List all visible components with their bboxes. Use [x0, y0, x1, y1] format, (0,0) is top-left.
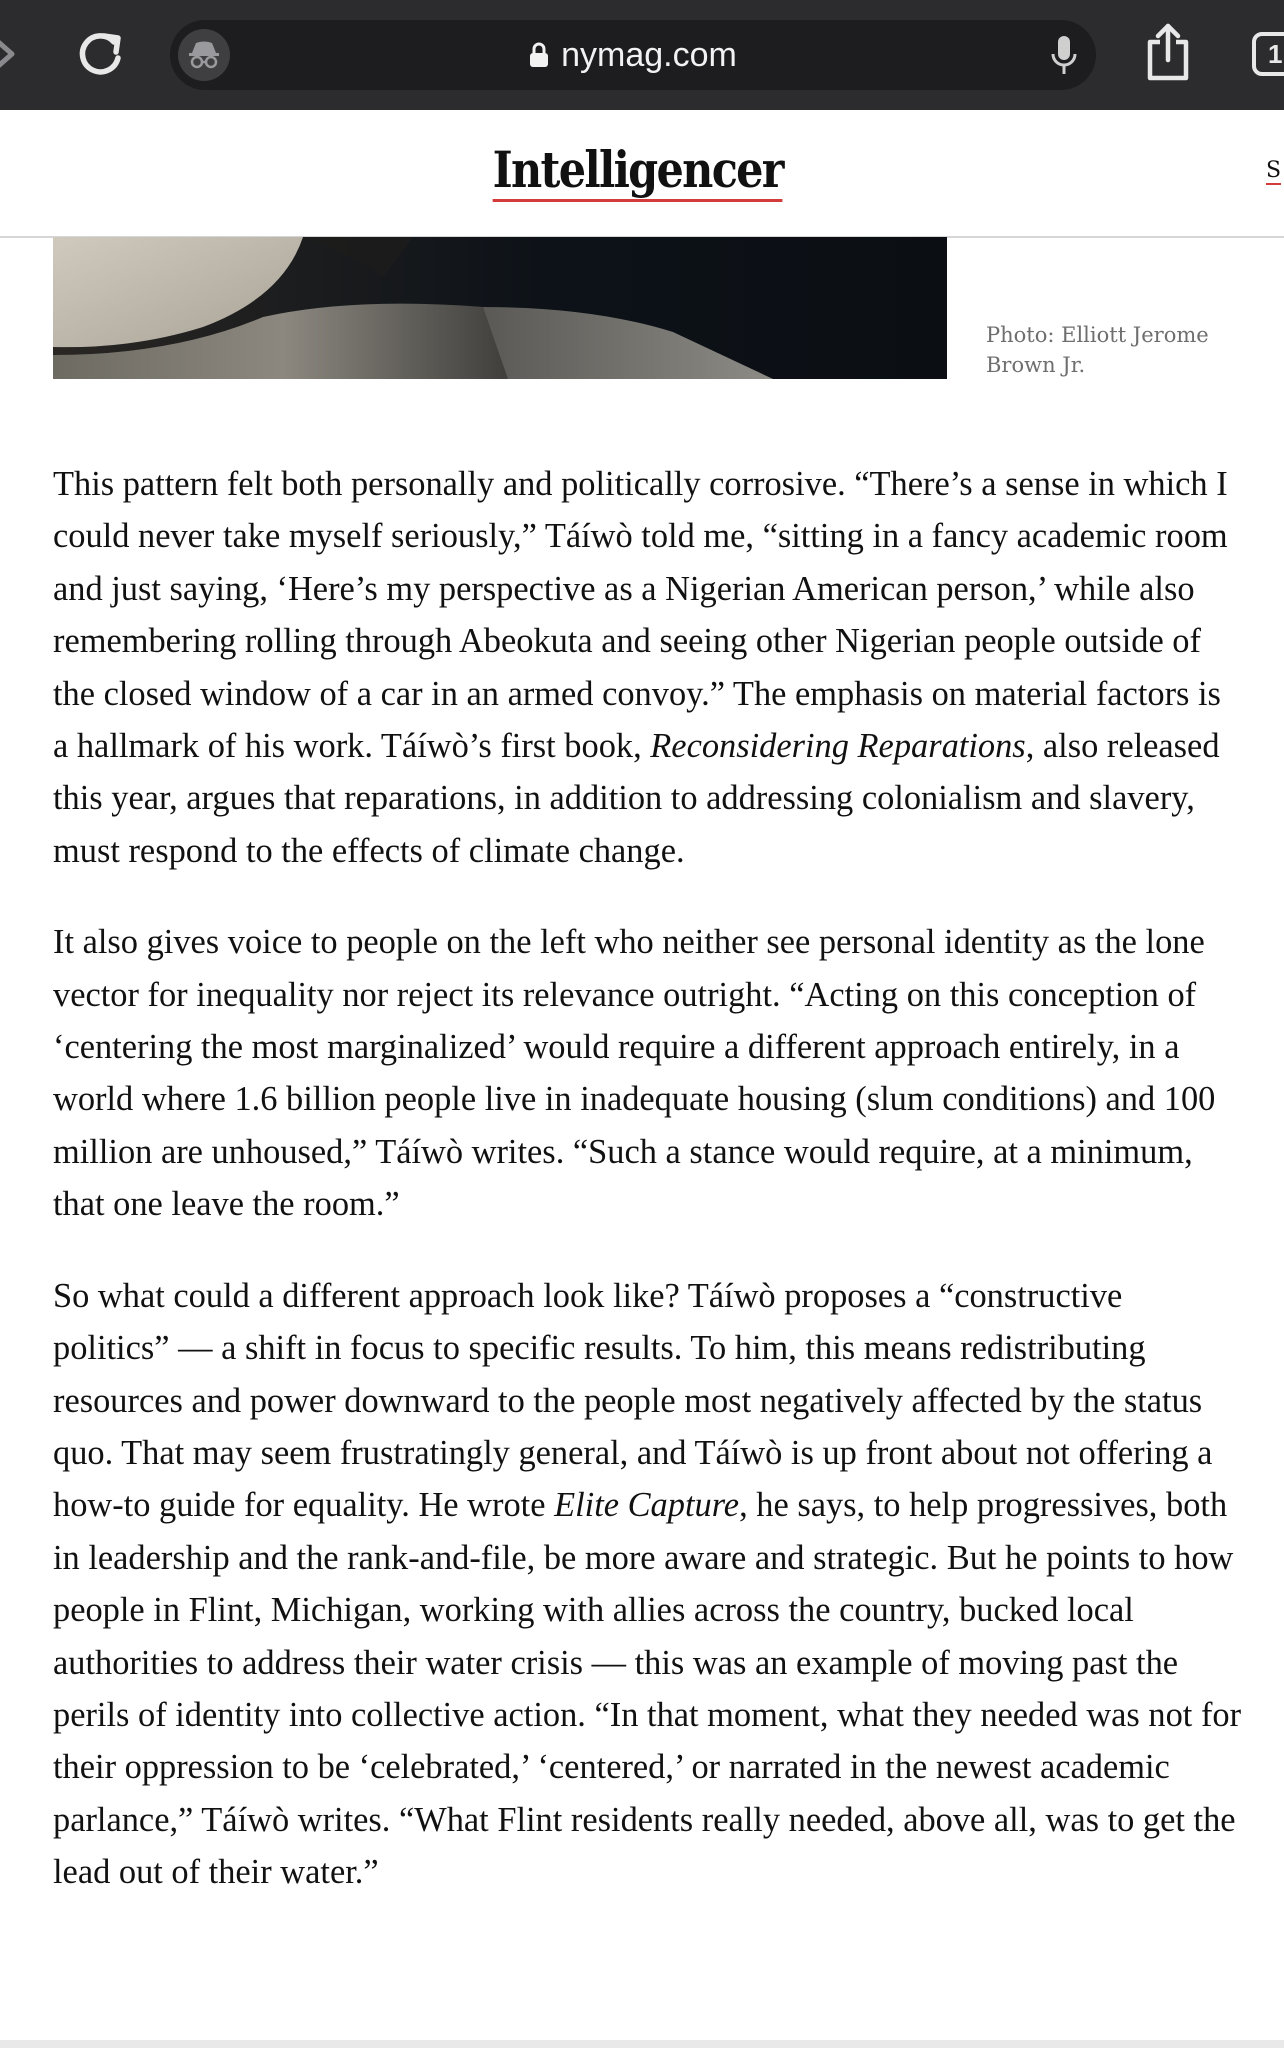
address-bar[interactable]	[170, 20, 1096, 90]
bottom-toolbar-edge	[0, 2040, 1284, 2048]
share-icon[interactable]	[1142, 22, 1194, 82]
book-title-italic: Reconsidering Reparations	[650, 727, 1026, 766]
reload-icon[interactable]	[74, 28, 126, 80]
article-photo	[53, 237, 947, 379]
browser-toolbar	[0, 0, 1284, 110]
forward-arrow-icon[interactable]	[0, 34, 18, 74]
photo-credit: Photo: Elliott Jerome Brown Jr.	[986, 323, 1209, 377]
lock-icon	[529, 42, 549, 68]
site-logo[interactable]: Intelligencer	[0, 140, 1276, 202]
article-paragraph: This pattern felt both personally and politically corrosive. “There’s a sense in which I could never take myself seriously,” Táíwò told me, “sitting in a fancy academic room and just saying, ‘Here’s my perspective as a Nigerian American person,’ while also remembering rolling through Abeokuta and seeing other Nigerian people outside of the closed window of a car in an armed convoy.” The emphasis on material factors is a hallmark of his work. Táíwò’s first book, Reconsidering Reparations, also released this year, argues that reparations, in addition to addressing colonialism and slavery, must respond to the effects of climate change.	[53, 465, 1228, 870]
site-header	[0, 110, 1284, 238]
microphone-icon[interactable]	[1050, 34, 1078, 76]
url-text[interactable]: nymag.com	[561, 35, 737, 74]
book-title-italic: Elite Capture	[554, 1486, 740, 1525]
tab-count: 1	[1268, 39, 1283, 69]
tab-switcher-button[interactable]	[1252, 32, 1284, 76]
subscribe-link[interactable]: S	[1266, 158, 1282, 183]
article-paragraph: So what could a different approach look like? Táíwò proposes a “constructive politics” — a shift in focus to specific results. To him, this means redistributing resources and power downward to the people most negatively affected by the status quo. That may seem frustratingly general, and Táíwò is up front about not offering a how-to guide for equality. He wrote Elite Capture, he says, to help progressives, both in leadership and the rank-and-file, be more aware and strategic. But he points to how people in Flint, Michigan, working with allies across the country, bucked local authorities to address their water crisis — this was an example of moving past the perils of identity into collective action. “In that moment, what they needed was not for their oppression to be ‘celebrated,’ ‘centered,’ or narrated in the newest academic parlance,” Táíwò writes. “What Flint residents really needed, above all, was to get the lead out of their water.”	[53, 1276, 1242, 1892]
article-body	[53, 458, 1243, 1899]
article-paragraph: It also gives voice to people on the left who neither see personal identity as the lone vector for inequality nor reject its relevance outright. “Acting on this conception of ‘centering the most marginalized’ would require a different approach entirely, in a world where 1.6 billion people live in inadequate housing (slum conditions) and 100 million are unhoused,” Táíwò writes. “Such a stance would require, at a minimum, that one leave the room.”	[53, 923, 1216, 1224]
